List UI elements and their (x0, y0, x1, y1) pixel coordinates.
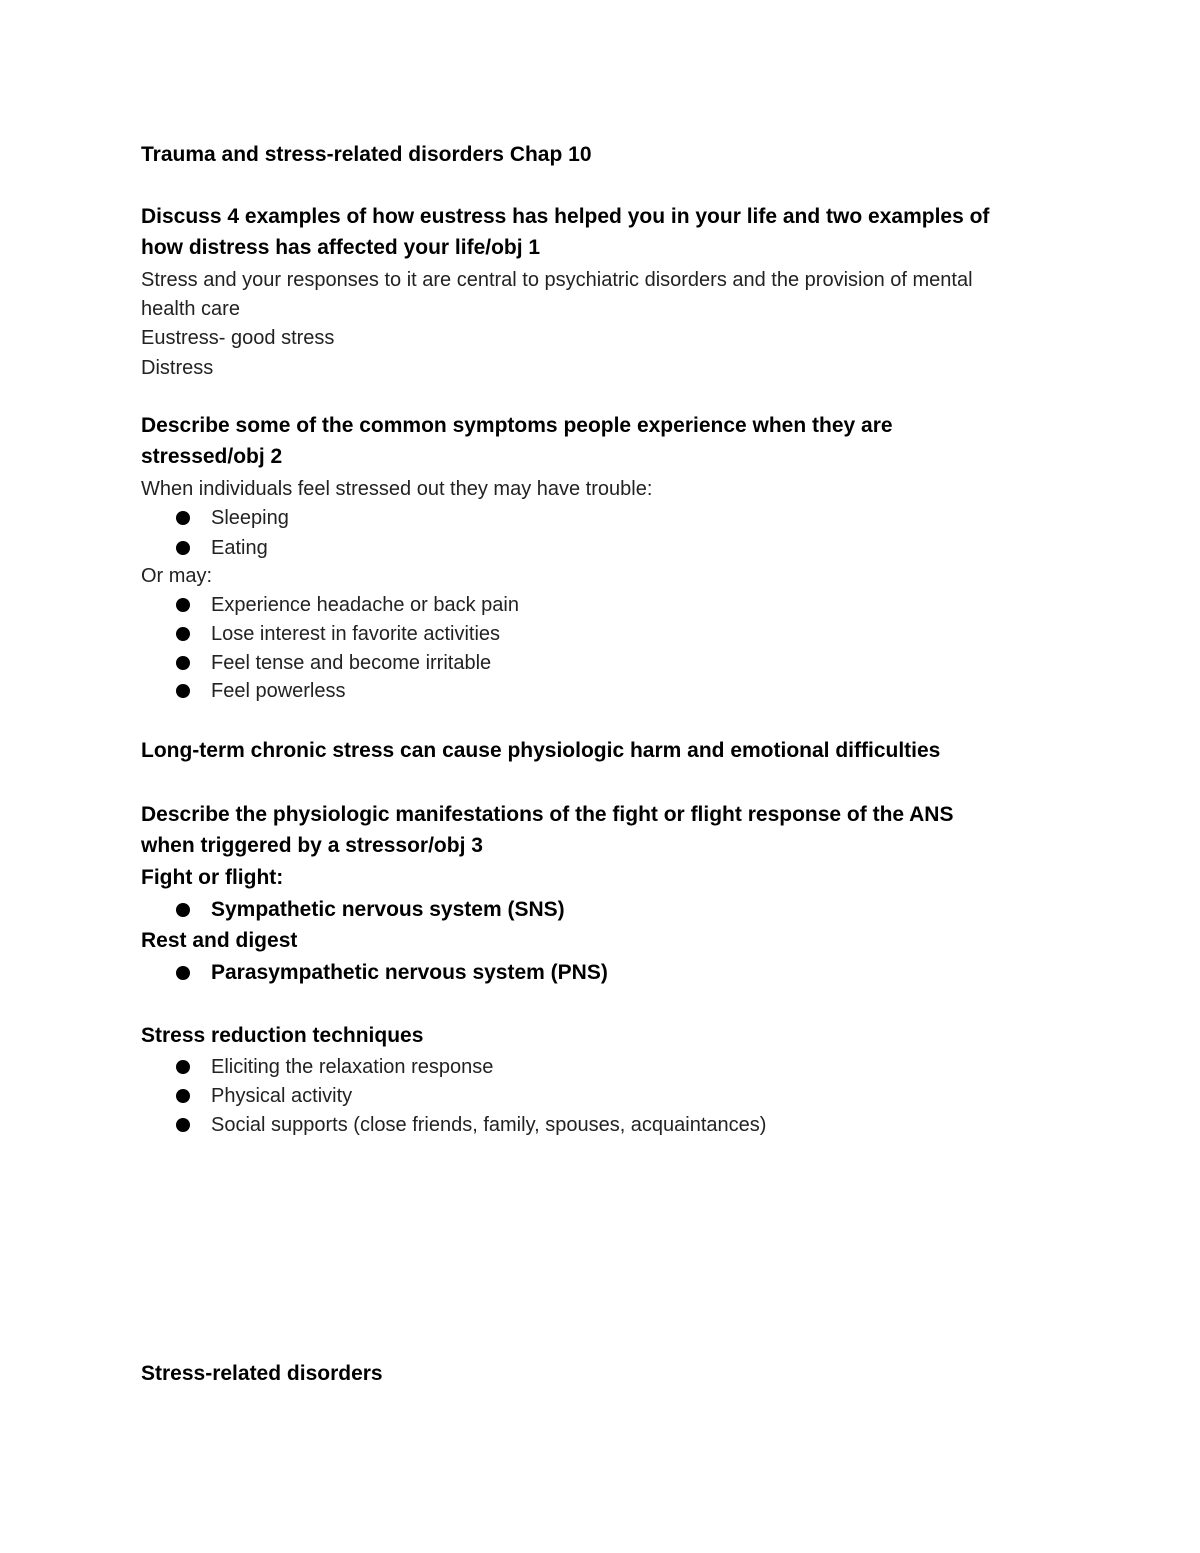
list-item-text: Sleeping (211, 507, 289, 529)
list-item-text: Physical activity (211, 1085, 353, 1107)
list-item (176, 958, 608, 988)
document-title: Trauma and stress-related disorders Chap 10 (141, 143, 592, 166)
list-item-text: Sympathetic nervous system (SNS) (211, 898, 565, 921)
list-item (176, 676, 346, 706)
list-item (176, 1052, 493, 1082)
stress-related-disorders-heading: Stress-related disorders (141, 1362, 383, 1385)
bullet-icon (176, 1060, 190, 1074)
objective-3-heading-line-1: Describe the physiologic manifestations of the fight or flight response of the ANS (141, 803, 954, 826)
stress-paragraph-line-1: Stress and your responses to it are central to psychiatric disorders and the provision of mental (141, 269, 973, 291)
objective-1-heading-line-1: Discuss 4 examples of how eustress has helped you in your life and two examples of (141, 205, 990, 228)
list-item (176, 895, 565, 925)
bullet-icon (176, 1089, 190, 1103)
bullet-icon (176, 598, 190, 612)
list-item-text: Parasympathetic nervous system (PNS) (211, 961, 608, 984)
list-item (176, 619, 500, 649)
symptoms-intro: When individuals feel stressed out they may have trouble: (141, 478, 653, 500)
chronic-stress-statement: Long-term chronic stress can cause physiologic harm and emotional difficulties (141, 739, 941, 762)
bullet-icon (176, 684, 190, 698)
bullet-icon (176, 656, 190, 670)
list-item-text: Experience headache or back pain (211, 594, 519, 616)
eustress-definition: Eustress- good stress (141, 327, 335, 349)
bullet-icon (176, 627, 190, 641)
objective-2-heading-line-1: Describe some of the common symptoms people experience when they are (141, 414, 893, 437)
list-item-text: Social supports (close friends, family, spouses, acquaintances) (211, 1114, 767, 1136)
objective-2-heading-line-2: stressed/obj 2 (141, 445, 283, 468)
stress-reduction-heading: Stress reduction techniques (141, 1024, 424, 1047)
list-item-text: Feel tense and become irritable (211, 652, 492, 674)
fight-or-flight-label: Fight or flight: (141, 866, 284, 889)
list-item-text: Lose interest in favorite activities (211, 623, 501, 645)
list-item (176, 1110, 766, 1140)
list-item (176, 1081, 352, 1111)
bullet-icon (176, 903, 190, 917)
list-item-text: Eating (211, 537, 268, 559)
bullet-icon (176, 511, 190, 525)
rest-and-digest-label: Rest and digest (141, 929, 298, 952)
distress-label: Distress (141, 357, 214, 379)
objective-1-heading-line-2: how distress has affected your life/obj 1 (141, 236, 541, 259)
objective-3-heading-line-2: when triggered by a stressor/obj 3 (141, 834, 483, 857)
list-item (176, 648, 491, 678)
list-item-text: Eliciting the relaxation response (211, 1056, 494, 1078)
list-item (176, 503, 289, 533)
bullet-icon (176, 1118, 190, 1132)
bullet-icon (176, 541, 190, 555)
or-may-label: Or may: (141, 565, 213, 587)
list-item-text: Feel powerless (211, 680, 346, 702)
bullet-icon (176, 966, 190, 980)
stress-paragraph-line-2: health care (141, 298, 240, 320)
list-item (176, 590, 519, 620)
list-item (176, 533, 268, 563)
